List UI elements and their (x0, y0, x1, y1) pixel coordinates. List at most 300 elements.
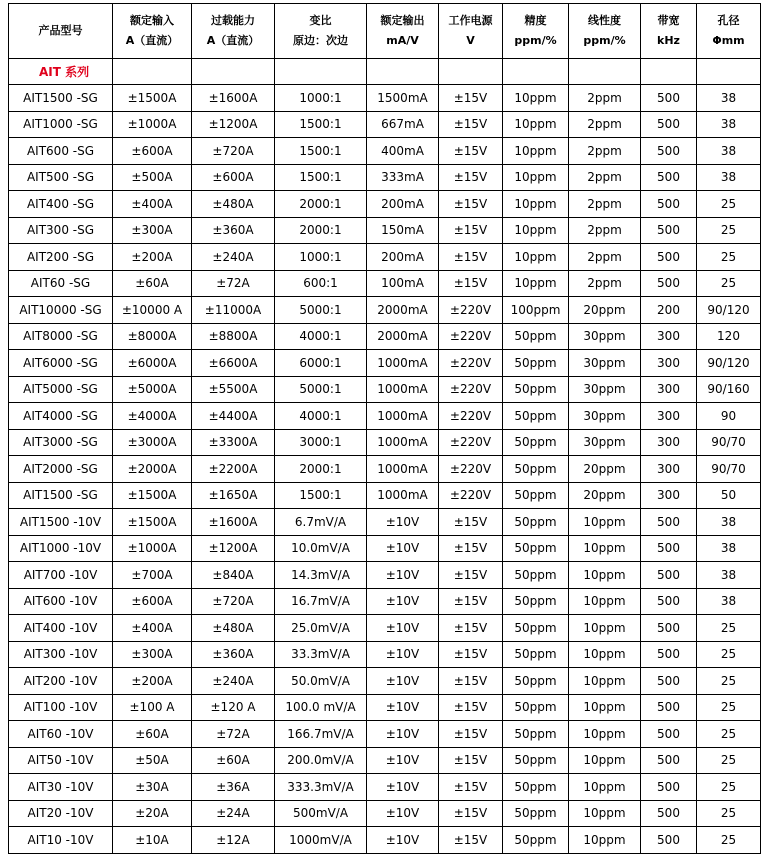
cell-supply: ±220V (439, 429, 503, 456)
cell-accuracy: 50ppm (503, 456, 569, 483)
cell-rated-input: ±700A (113, 562, 192, 589)
cell-accuracy: 50ppm (503, 827, 569, 854)
cell-accuracy: 50ppm (503, 694, 569, 721)
cell-accuracy: 50ppm (503, 535, 569, 562)
cell-ratio: 33.3mV/A (275, 641, 367, 668)
header-accuracy (503, 4, 569, 59)
cell-bandwidth: 500 (641, 562, 697, 589)
cell-model: AIT1500 -SG (9, 85, 113, 112)
header-rated-output-line1: 额定输出 (380, 14, 425, 27)
cell-bandwidth: 500 (641, 217, 697, 244)
cell-accuracy: 50ppm (503, 721, 569, 748)
cell-model: AIT500 -SG (9, 164, 113, 191)
cell-model: AIT10 -10V (9, 827, 113, 854)
cell-rated-output: ±10V (367, 615, 439, 642)
cell-accuracy: 10ppm (503, 85, 569, 112)
table-row (9, 429, 761, 456)
cell-rated-input: ±60A (113, 721, 192, 748)
cell-model: AIT400 -10V (9, 615, 113, 642)
cell-aperture: 25 (697, 270, 761, 297)
table-body (9, 59, 761, 854)
cell-ratio: 5000:1 (275, 297, 367, 324)
cell-supply: ±15V (439, 800, 503, 827)
cell-model: AIT8000 -SG (9, 323, 113, 350)
table-row (9, 482, 761, 509)
cell-ratio: 3000:1 (275, 429, 367, 456)
cell-overload: ±840A (192, 562, 275, 589)
cell-ratio: 166.7mV/A (275, 721, 367, 748)
table-row (9, 297, 761, 324)
cell-ratio: 4000:1 (275, 403, 367, 430)
cell-linearity: 2ppm (569, 85, 641, 112)
header-rated-input-line2: A（直流） (125, 34, 179, 47)
cell-linearity: 10ppm (569, 588, 641, 615)
cell-rated-output: ±10V (367, 535, 439, 562)
cell-model: AIT700 -10V (9, 562, 113, 589)
cell-aperture: 90/70 (697, 456, 761, 483)
cell-supply: ±15V (439, 588, 503, 615)
cell-accuracy: 50ppm (503, 509, 569, 536)
cell-bandwidth: 500 (641, 774, 697, 801)
cell-bandwidth: 300 (641, 482, 697, 509)
header-accuracy-line1: 精度 (524, 14, 547, 27)
header-aperture (697, 4, 761, 59)
cell-linearity: 2ppm (569, 164, 641, 191)
cell-supply: ±15V (439, 641, 503, 668)
header-row (9, 4, 761, 59)
header-overload-line2: A（直流） (206, 34, 260, 47)
cell-model: AIT4000 -SG (9, 403, 113, 430)
cell-aperture: 25 (697, 694, 761, 721)
section-empty-cell (697, 59, 761, 85)
cell-supply: ±15V (439, 85, 503, 112)
cell-ratio: 1000:1 (275, 244, 367, 271)
cell-model: AIT200 -SG (9, 244, 113, 271)
cell-rated-output: 1000mA (367, 403, 439, 430)
cell-rated-input: ±1500A (113, 482, 192, 509)
cell-accuracy: 10ppm (503, 191, 569, 218)
cell-model: AIT100 -10V (9, 694, 113, 721)
cell-rated-output: ±10V (367, 641, 439, 668)
table-row (9, 562, 761, 589)
cell-aperture: 90 (697, 403, 761, 430)
cell-ratio: 25.0mV/A (275, 615, 367, 642)
cell-bandwidth: 300 (641, 429, 697, 456)
table-row (9, 774, 761, 801)
cell-rated-output: ±10V (367, 827, 439, 854)
cell-linearity: 30ppm (569, 350, 641, 377)
cell-bandwidth: 500 (641, 827, 697, 854)
header-model (9, 4, 113, 59)
cell-ratio: 16.7mV/A (275, 588, 367, 615)
cell-bandwidth: 500 (641, 721, 697, 748)
cell-bandwidth: 300 (641, 323, 697, 350)
cell-rated-output: 100mA (367, 270, 439, 297)
cell-aperture: 25 (697, 800, 761, 827)
cell-aperture: 38 (697, 85, 761, 112)
cell-rated-output: 667mA (367, 111, 439, 138)
cell-aperture: 50 (697, 482, 761, 509)
cell-rated-input: ±60A (113, 270, 192, 297)
cell-model: AIT30 -10V (9, 774, 113, 801)
cell-accuracy: 10ppm (503, 138, 569, 165)
cell-aperture: 90/120 (697, 350, 761, 377)
cell-model: AIT6000 -SG (9, 350, 113, 377)
header-rated-input (113, 4, 192, 59)
cell-accuracy: 10ppm (503, 164, 569, 191)
cell-model: AIT2000 -SG (9, 456, 113, 483)
cell-model: AIT20 -10V (9, 800, 113, 827)
cell-aperture: 120 (697, 323, 761, 350)
cell-overload: ±480A (192, 191, 275, 218)
cell-aperture: 38 (697, 111, 761, 138)
cell-supply: ±15V (439, 535, 503, 562)
cell-bandwidth: 300 (641, 403, 697, 430)
cell-overload: ±2200A (192, 456, 275, 483)
cell-accuracy: 10ppm (503, 270, 569, 297)
table-row (9, 85, 761, 112)
cell-overload: ±360A (192, 641, 275, 668)
section-empty-cell (439, 59, 503, 85)
cell-rated-output: 2000mA (367, 323, 439, 350)
cell-supply: ±15V (439, 562, 503, 589)
cell-aperture: 38 (697, 562, 761, 589)
cell-aperture: 25 (697, 641, 761, 668)
cell-rated-input: ±500A (113, 164, 192, 191)
cell-rated-output: 2000mA (367, 297, 439, 324)
cell-overload: ±6600A (192, 350, 275, 377)
header-bandwidth-line2: kHz (657, 34, 680, 47)
header-rated-input-line1: 额定输入 (130, 14, 174, 27)
cell-accuracy: 50ppm (503, 403, 569, 430)
cell-overload: ±11000A (192, 297, 275, 324)
cell-bandwidth: 500 (641, 535, 697, 562)
cell-overload: ±1600A (192, 85, 275, 112)
cell-supply: ±15V (439, 721, 503, 748)
cell-supply: ±15V (439, 138, 503, 165)
header-aperture-line2: Φmm (712, 34, 745, 47)
cell-accuracy: 10ppm (503, 217, 569, 244)
cell-aperture: 90/120 (697, 297, 761, 324)
cell-linearity: 10ppm (569, 721, 641, 748)
cell-supply: ±220V (439, 456, 503, 483)
section-empty-cell (503, 59, 569, 85)
table-row (9, 747, 761, 774)
cell-rated-output: ±10V (367, 694, 439, 721)
table-row (9, 111, 761, 138)
cell-ratio: 1000:1 (275, 85, 367, 112)
header-supply (439, 4, 503, 59)
cell-overload: ±600A (192, 164, 275, 191)
cell-supply: ±220V (439, 482, 503, 509)
cell-overload: ±240A (192, 668, 275, 695)
cell-overload: ±1650A (192, 482, 275, 509)
cell-bandwidth: 300 (641, 350, 697, 377)
cell-accuracy: 50ppm (503, 668, 569, 695)
cell-supply: ±15V (439, 615, 503, 642)
cell-model: AIT50 -10V (9, 747, 113, 774)
cell-linearity: 20ppm (569, 297, 641, 324)
cell-rated-input: ±1500A (113, 85, 192, 112)
cell-aperture: 90/70 (697, 429, 761, 456)
table-row (9, 509, 761, 536)
cell-aperture: 25 (697, 827, 761, 854)
cell-overload: ±1200A (192, 535, 275, 562)
cell-supply: ±220V (439, 323, 503, 350)
section-empty-cell (275, 59, 367, 85)
cell-bandwidth: 200 (641, 297, 697, 324)
header-bandwidth-line1: 带宽 (657, 14, 680, 27)
cell-linearity: 2ppm (569, 217, 641, 244)
cell-rated-output: 1500mA (367, 85, 439, 112)
cell-supply: ±15V (439, 668, 503, 695)
cell-rated-output: 200mA (367, 191, 439, 218)
cell-bandwidth: 500 (641, 509, 697, 536)
cell-linearity: 20ppm (569, 456, 641, 483)
cell-model: AIT5000 -SG (9, 376, 113, 403)
cell-rated-input: ±400A (113, 615, 192, 642)
cell-rated-input: ±20A (113, 800, 192, 827)
cell-ratio: 1500:1 (275, 164, 367, 191)
cell-bandwidth: 500 (641, 694, 697, 721)
cell-rated-output: 1000mA (367, 429, 439, 456)
cell-accuracy: 50ppm (503, 350, 569, 377)
section-row (9, 59, 761, 85)
cell-linearity: 10ppm (569, 668, 641, 695)
table-row (9, 827, 761, 854)
cell-accuracy: 50ppm (503, 615, 569, 642)
cell-ratio: 2000:1 (275, 456, 367, 483)
cell-linearity: 2ppm (569, 111, 641, 138)
cell-supply: ±15V (439, 191, 503, 218)
cell-overload: ±720A (192, 138, 275, 165)
cell-bandwidth: 500 (641, 244, 697, 271)
cell-rated-input: ±10000 A (113, 297, 192, 324)
cell-bandwidth: 500 (641, 191, 697, 218)
cell-bandwidth: 500 (641, 615, 697, 642)
table-row (9, 456, 761, 483)
header-model-line1: 产品型号 (38, 24, 83, 37)
cell-overload: ±5500A (192, 376, 275, 403)
cell-model: AIT1000 -SG (9, 111, 113, 138)
cell-linearity: 30ppm (569, 403, 641, 430)
cell-overload: ±8800A (192, 323, 275, 350)
cell-bandwidth: 500 (641, 800, 697, 827)
cell-linearity: 10ppm (569, 509, 641, 536)
cell-linearity: 30ppm (569, 323, 641, 350)
cell-rated-output: ±10V (367, 668, 439, 695)
table-row (9, 615, 761, 642)
header-rated-output-line2: mA/V (386, 34, 419, 47)
cell-accuracy: 50ppm (503, 588, 569, 615)
cell-overload: ±72A (192, 721, 275, 748)
cell-rated-output: ±10V (367, 800, 439, 827)
cell-rated-output: 400mA (367, 138, 439, 165)
cell-aperture: 38 (697, 535, 761, 562)
cell-model: AIT200 -10V (9, 668, 113, 695)
spec-table (8, 3, 761, 854)
cell-rated-input: ±50A (113, 747, 192, 774)
header-ratio (275, 4, 367, 59)
cell-rated-input: ±200A (113, 668, 192, 695)
header-linearity-line1: 线性度 (588, 14, 621, 27)
cell-supply: ±15V (439, 270, 503, 297)
cell-linearity: 2ppm (569, 191, 641, 218)
table-row (9, 270, 761, 297)
cell-overload: ±120 A (192, 694, 275, 721)
cell-accuracy: 50ppm (503, 747, 569, 774)
cell-overload: ±4400A (192, 403, 275, 430)
table-row (9, 641, 761, 668)
cell-model: AIT1000 -10V (9, 535, 113, 562)
cell-model: AIT60 -SG (9, 270, 113, 297)
cell-linearity: 30ppm (569, 429, 641, 456)
cell-aperture: 25 (697, 774, 761, 801)
cell-rated-input: ±1000A (113, 535, 192, 562)
cell-linearity: 2ppm (569, 270, 641, 297)
cell-ratio: 1500:1 (275, 138, 367, 165)
cell-rated-input: ±5000A (113, 376, 192, 403)
header-ratio-line1: 变比 (309, 14, 332, 27)
cell-accuracy: 10ppm (503, 111, 569, 138)
cell-aperture: 38 (697, 509, 761, 536)
cell-supply: ±15V (439, 694, 503, 721)
cell-ratio: 2000:1 (275, 191, 367, 218)
table-row (9, 138, 761, 165)
section-title: AIT 系列 (9, 59, 113, 85)
cell-rated-input: ±8000A (113, 323, 192, 350)
cell-overload: ±360A (192, 217, 275, 244)
cell-rated-input: ±10A (113, 827, 192, 854)
section-empty-cell (367, 59, 439, 85)
cell-model: AIT400 -SG (9, 191, 113, 218)
table-row (9, 323, 761, 350)
cell-linearity: 10ppm (569, 827, 641, 854)
cell-rated-output: 150mA (367, 217, 439, 244)
cell-rated-input: ±600A (113, 588, 192, 615)
cell-bandwidth: 500 (641, 641, 697, 668)
cell-model: AIT300 -SG (9, 217, 113, 244)
cell-accuracy: 10ppm (503, 244, 569, 271)
table-row (9, 403, 761, 430)
cell-rated-input: ±6000A (113, 350, 192, 377)
cell-supply: ±220V (439, 350, 503, 377)
header-ratio-line2: 原边：次边 (293, 34, 348, 47)
cell-ratio: 50.0mV/A (275, 668, 367, 695)
cell-linearity: 10ppm (569, 641, 641, 668)
table-row (9, 535, 761, 562)
cell-rated-input: ±400A (113, 191, 192, 218)
header-linearity-line2: ppm/% (583, 34, 626, 47)
cell-bandwidth: 500 (641, 85, 697, 112)
cell-ratio: 1000mV/A (275, 827, 367, 854)
cell-overload: ±720A (192, 588, 275, 615)
cell-model: AIT600 -SG (9, 138, 113, 165)
cell-rated-output: ±10V (367, 774, 439, 801)
cell-ratio: 600:1 (275, 270, 367, 297)
cell-ratio: 1500:1 (275, 482, 367, 509)
cell-model: AIT600 -10V (9, 588, 113, 615)
table-row (9, 191, 761, 218)
cell-ratio: 1500:1 (275, 111, 367, 138)
cell-rated-output: 1000mA (367, 350, 439, 377)
cell-ratio: 2000:1 (275, 217, 367, 244)
cell-accuracy: 50ppm (503, 376, 569, 403)
cell-accuracy: 50ppm (503, 482, 569, 509)
cell-ratio: 5000:1 (275, 376, 367, 403)
cell-overload: ±72A (192, 270, 275, 297)
cell-rated-input: ±3000A (113, 429, 192, 456)
cell-overload: ±480A (192, 615, 275, 642)
cell-linearity: 10ppm (569, 747, 641, 774)
cell-model: AIT3000 -SG (9, 429, 113, 456)
cell-bandwidth: 500 (641, 588, 697, 615)
cell-overload: ±36A (192, 774, 275, 801)
table-row (9, 164, 761, 191)
cell-aperture: 25 (697, 191, 761, 218)
cell-rated-input: ±300A (113, 641, 192, 668)
cell-supply: ±220V (439, 376, 503, 403)
cell-overload: ±240A (192, 244, 275, 271)
cell-aperture: 25 (697, 747, 761, 774)
cell-rated-input: ±30A (113, 774, 192, 801)
cell-rated-output: 1000mA (367, 456, 439, 483)
cell-model: AIT10000 -SG (9, 297, 113, 324)
cell-ratio: 333.3mV/A (275, 774, 367, 801)
cell-linearity: 30ppm (569, 376, 641, 403)
cell-accuracy: 50ppm (503, 429, 569, 456)
cell-supply: ±15V (439, 111, 503, 138)
cell-rated-input: ±1500A (113, 509, 192, 536)
cell-linearity: 10ppm (569, 562, 641, 589)
cell-aperture: 38 (697, 164, 761, 191)
table-row (9, 350, 761, 377)
cell-supply: ±220V (439, 297, 503, 324)
cell-bandwidth: 500 (641, 270, 697, 297)
cell-supply: ±15V (439, 509, 503, 536)
cell-supply: ±15V (439, 747, 503, 774)
cell-bandwidth: 500 (641, 164, 697, 191)
cell-ratio: 6.7mV/A (275, 509, 367, 536)
cell-rated-input: ±600A (113, 138, 192, 165)
cell-rated-input: ±1000A (113, 111, 192, 138)
header-supply-line1: 工作电源 (448, 14, 493, 27)
cell-rated-output: 200mA (367, 244, 439, 271)
cell-overload: ±60A (192, 747, 275, 774)
cell-rated-input: ±2000A (113, 456, 192, 483)
table-row (9, 588, 761, 615)
table-row (9, 668, 761, 695)
cell-model: AIT1500 -10V (9, 509, 113, 536)
cell-supply: ±15V (439, 827, 503, 854)
cell-model: AIT1500 -SG (9, 482, 113, 509)
section-empty-cell (569, 59, 641, 85)
cell-accuracy: 50ppm (503, 774, 569, 801)
cell-linearity: 10ppm (569, 615, 641, 642)
cell-rated-output: 333mA (367, 164, 439, 191)
header-overload (192, 4, 275, 59)
cell-rated-output: 1000mA (367, 376, 439, 403)
cell-rated-output: ±10V (367, 509, 439, 536)
cell-supply: ±15V (439, 217, 503, 244)
cell-ratio: 200.0mV/A (275, 747, 367, 774)
cell-rated-input: ±200A (113, 244, 192, 271)
cell-accuracy: 50ppm (503, 800, 569, 827)
cell-ratio: 4000:1 (275, 323, 367, 350)
cell-bandwidth: 300 (641, 376, 697, 403)
cell-rated-output: ±10V (367, 562, 439, 589)
header-bandwidth (641, 4, 697, 59)
